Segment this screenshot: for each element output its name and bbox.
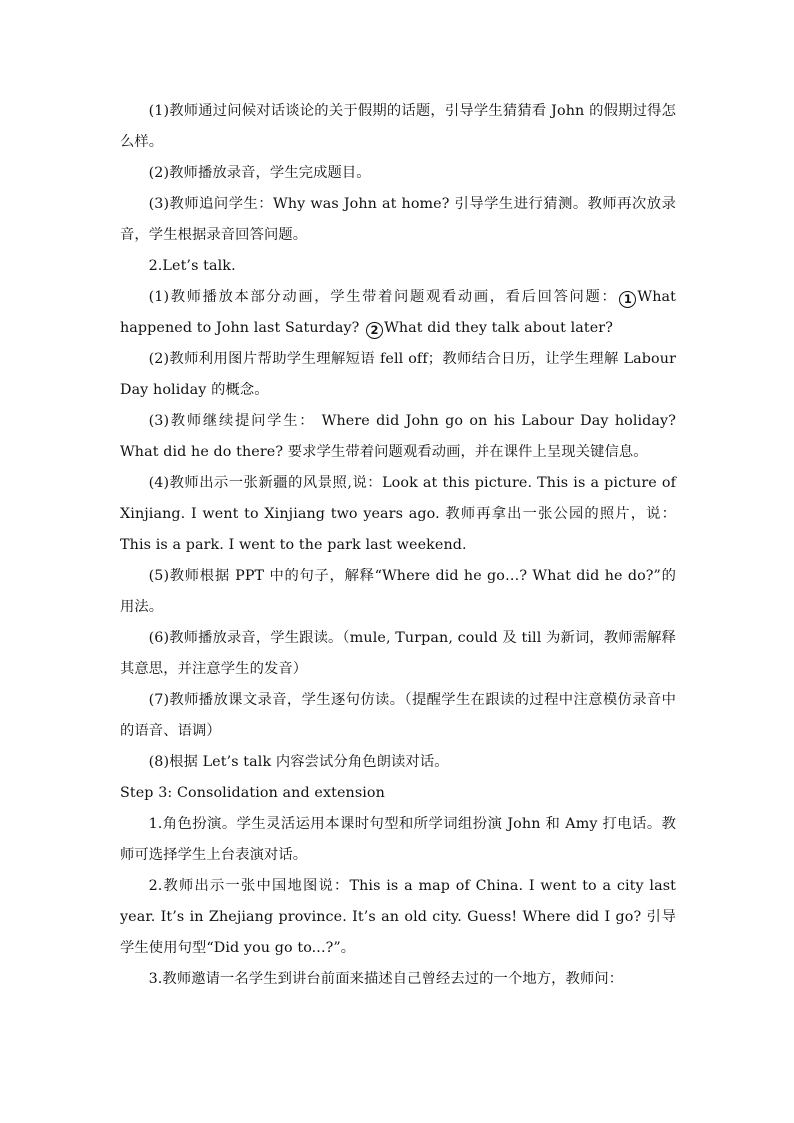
section-heading-lets-talk: 2.Let’s talk. — [148, 258, 236, 274]
circled-number-1: 1 — [619, 291, 636, 308]
paragraph-role-reading: (8)根据 Let’s talk 内容尝试分角色朗读对话。 — [148, 754, 449, 770]
paragraph-play-recording: (2)教师播放录音，学生完成题目。 — [148, 165, 371, 181]
paragraph-watch-animation — [120, 282, 676, 344]
paragraph-china-map: 2.教师出示一张中国地图说：This is a map of China. I went to a city last year. It’s in Zhejiang province. It’s an old city. Guess! Where did I go? 引导学生使用句型“Did you go to...?”。 — [120, 878, 676, 956]
paragraph-describe-place: 3.教师邀请一名学生到讲台前面来描述自己曾经去过的一个地方，教师问： — [148, 971, 624, 987]
paragraph-ppt-sentences: (5)教师根据 PPT 中的句子，解释“Where did he go…? What did he do?”的用法。 — [120, 568, 676, 615]
paragraph-holiday-greeting: (1)教师通过问候对话谈论的关于假期的话题，引导学生猜猜看 John 的假期过得怎么样。 — [120, 103, 676, 150]
paragraph-read-after-recording: (6)教师播放录音，学生跟读。（mule, Turpan, could 及 till 为新词，教师需解释其意思，并注意学生的发音） — [120, 630, 676, 677]
paragraph-watch-animation-intro: (1)教师播放本部分动画，学生带着问题观看动画，看后回答问题： — [148, 289, 618, 305]
circled-number-2: 2 — [366, 322, 383, 339]
question-two-text: What did they talk about later? — [384, 320, 613, 336]
paragraph-phrase-fell-off: (2)教师利用图片帮助学生理解短语 fell off；教师结合日历，让学生理解 Labour Day holiday 的概念。 — [120, 351, 676, 398]
paragraph-why-at-home: (3)教师追问学生：Why was John at home? 引导学生进行猜测。教师再次放录音，学生根据录音回答问题。 — [120, 196, 676, 243]
paragraph-imitate-recording: (7)教师播放课文录音，学生逐句仿读。（提醒学生在跟读的过程中注意模仿录音中的语音、语调） — [120, 692, 676, 739]
paragraph-labour-day-question: (3)教师继续提问学生： Where did John go on his Labour Day holiday? What did he do there? 要求学生带着问题观看动画，并在课件上呈现关键信息。 — [120, 413, 676, 460]
question-one-text: What happened to John last Saturday? — [120, 289, 676, 336]
paragraph-xinjiang-picture: (4)教师出示一张新疆的风景照,说：Look at this picture. This is a picture of Xinjiang. I went to Xinjiang two years ago. 教师再拿出一张公园的照片，说：This is a park. I went to the park last weekend. — [120, 475, 676, 553]
lesson-plan-body — [120, 96, 676, 995]
paragraph-role-play: 1.角色扮演。学生灵活运用本课时句型和所学词组扮演 John 和 Amy 打电话。教师可选择学生上台表演对话。 — [120, 816, 676, 863]
step-3-heading: Step 3: Consolidation and extension — [120, 785, 385, 801]
